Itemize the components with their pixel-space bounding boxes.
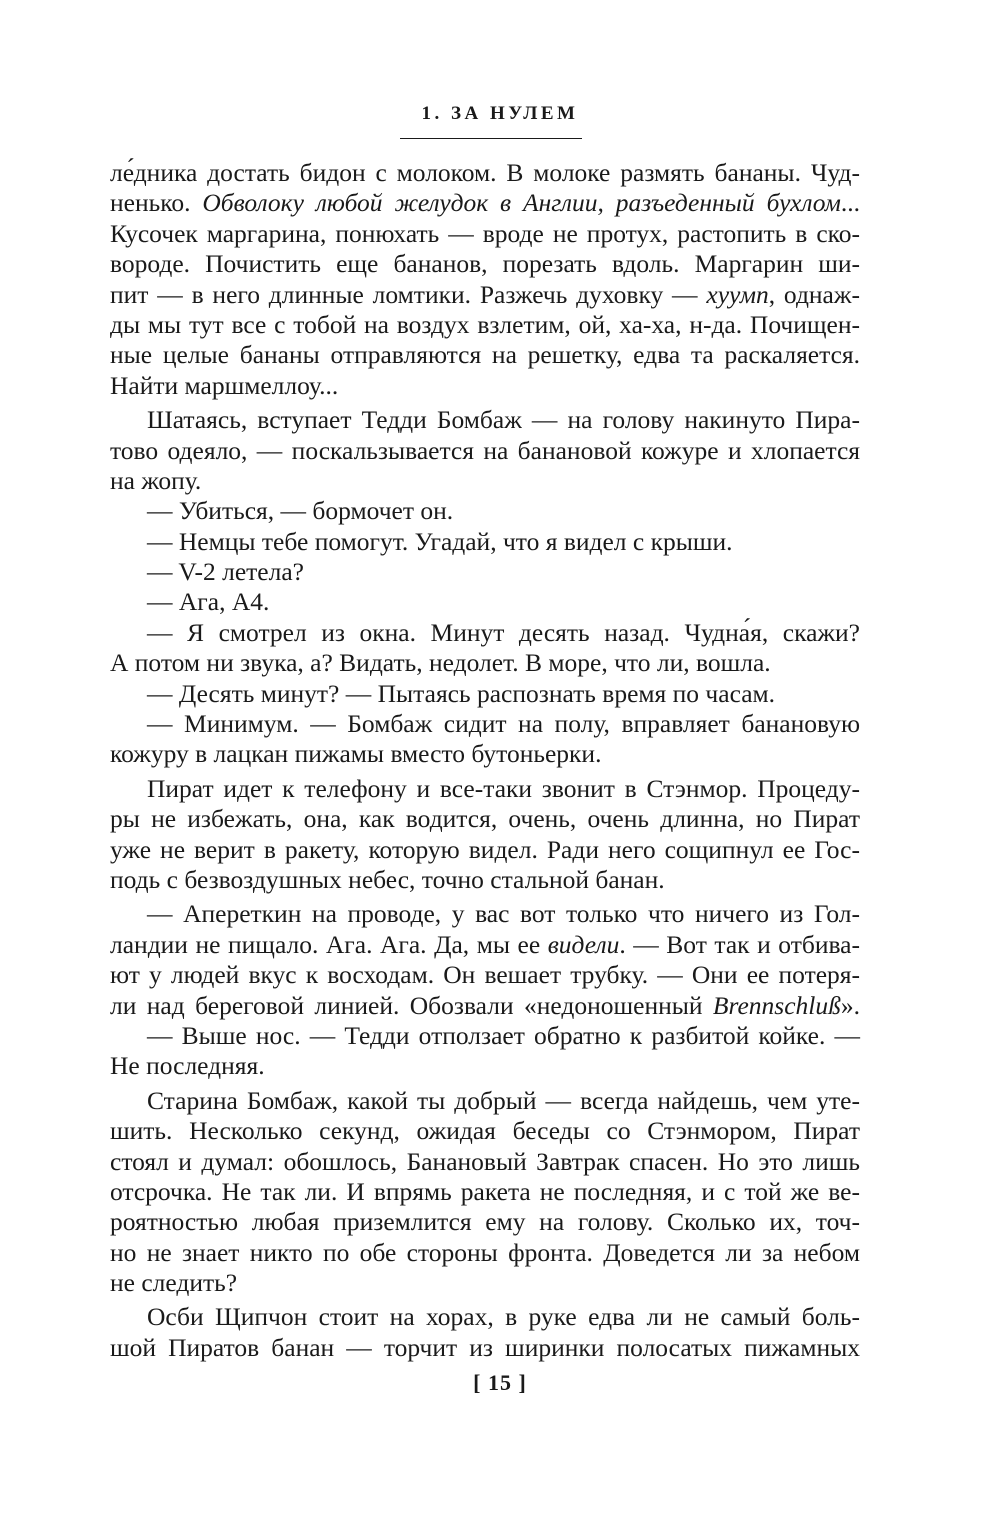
text-run: уже не верит в ракету, которую видел. Ради него сощипнул ее Гос- xyxy=(110,834,860,864)
text-line xyxy=(110,219,860,249)
text-run: А потом ни звука, а? Видать, недолет. В море, что ли, вошла. xyxy=(110,648,771,678)
text-line xyxy=(110,739,860,769)
text-line xyxy=(110,557,860,587)
text-run: не следить? xyxy=(110,1268,238,1298)
text-run: Пират идет к телефону и все-таки звонит в Стэнмор. Процеду- xyxy=(147,773,860,803)
text-run: пит — в него длинные ломтики. Разжечь духовку — xyxy=(110,279,707,309)
text-run: Шатаясь, вступает Тедди Бомбаж — на голову накинуто Пира- xyxy=(147,405,860,435)
text-run: Старина Бомбаж, какой ты добрый — всегда найдешь, чем уте- xyxy=(147,1085,860,1115)
text-run: ле́дника достать бидон с молоком. В молоке размять бананы. Чуд- xyxy=(110,158,860,187)
text-line xyxy=(110,1051,860,1081)
text-run: — Убиться, — бормочет он. xyxy=(147,496,454,526)
text-run: ли над береговой линией. Обозвали «недоношенный xyxy=(110,990,713,1020)
text-run: — Немцы тебе помогут. Угадай, что я видел с крыши. xyxy=(147,526,733,556)
text-run: ... xyxy=(840,188,860,218)
italic-text: Обволоку любой желудок в Англии, разъеденный бухлом xyxy=(202,188,841,218)
text-run: ют у людей вкус к восходам. Он вешает трубку. — Они ее потеря- xyxy=(110,960,860,990)
text-run: ненько. xyxy=(110,188,203,218)
text-run: . — Вот так и отбива- xyxy=(619,929,860,959)
text-run: Кусочек маргарина, понюхать — вроде не протух, растопить в ско- xyxy=(110,218,860,248)
text-line xyxy=(110,436,860,466)
text-line xyxy=(110,527,860,557)
text-line xyxy=(110,1238,860,1268)
text-run: отсрочка. Не так ли. И впрямь ракета не последняя, и с той же ве- xyxy=(110,1176,860,1206)
text-line xyxy=(110,1086,860,1116)
text-run: кожуру в лацкан пижамы вместо бутоньерки. xyxy=(110,739,602,769)
text-run: на жопу. xyxy=(110,465,202,495)
text-line xyxy=(110,1177,860,1207)
text-run: роятностью любая приземлится ему на голову. Сколько их, точ- xyxy=(110,1207,860,1237)
text-line xyxy=(110,466,860,496)
text-line xyxy=(110,1333,860,1363)
text-run: — Ага, А4. xyxy=(147,587,270,617)
text-line xyxy=(110,648,860,678)
text-line xyxy=(110,1021,860,1051)
text-run: ». xyxy=(840,990,860,1020)
text-run: — Апереткин на проводе, у вас вот только что ничего из Гол- xyxy=(147,899,860,929)
text-line xyxy=(110,587,860,617)
text-line xyxy=(110,960,860,990)
text-line xyxy=(110,1268,860,1298)
text-run: ландии не пищало. Ага. Ага. Да, мы ее xyxy=(110,929,548,959)
text-line xyxy=(110,188,860,218)
text-line xyxy=(110,249,860,279)
body-text xyxy=(110,158,860,1363)
text-run: Не последняя. xyxy=(110,1051,265,1081)
text-line xyxy=(110,709,860,739)
text-run: шой Пиратов банан — торчит из ширинки полосатых пижамных xyxy=(110,1332,860,1362)
text-run: ды мы тут все с тобой на воздух взлетим, ой, ха-ха, н-да. Почищен- xyxy=(110,309,860,339)
header-rule xyxy=(400,138,582,139)
text-line xyxy=(110,930,860,960)
text-line xyxy=(110,340,860,370)
text-line xyxy=(110,310,860,340)
text-line xyxy=(110,280,860,310)
text-run: — Я смотрел из окна. Минут десять назад. Чудна́я, скажи? xyxy=(147,617,860,647)
text-run: но не знает никто по обе стороны фронта. Доведется ли за небом xyxy=(110,1237,860,1267)
running-head: 1. ЗА НУЛЕМ xyxy=(421,103,579,124)
text-run: тово одеяло, — поскальзывается на банановой кожуре и хлопается xyxy=(110,435,860,465)
text-line xyxy=(110,679,860,709)
text-line xyxy=(110,835,860,865)
text-run: Осби Щипчон стоит на хорах, в руке едва ли не самый боль- xyxy=(147,1302,860,1332)
text-run: подь с безвоздушных небес, точно стальной банан. xyxy=(110,864,665,894)
text-run: — V-2 летела? xyxy=(147,557,304,587)
text-line xyxy=(110,1207,860,1237)
italic-text: хуумп xyxy=(706,279,769,309)
text-run: — Минимум. — Бомбаж сидит на полу, вправляет банановую xyxy=(147,709,860,739)
text-run: ры не избежать, она, как водится, очень, очень длинна, но Пират xyxy=(110,804,860,834)
text-line xyxy=(110,496,860,526)
text-run: — Десять минут? — Пытаясь распознать время по часам. xyxy=(147,678,776,708)
text-line xyxy=(110,158,860,188)
text-line xyxy=(110,899,860,929)
text-line xyxy=(110,405,860,435)
text-line xyxy=(110,991,860,1021)
text-line xyxy=(110,865,860,895)
text-line xyxy=(110,618,860,648)
italic-text: видели xyxy=(547,929,620,959)
text-run: шить. Несколько секунд, ожидая беседы со Стэнмором, Пират xyxy=(110,1116,860,1146)
page-number: [ 15 ] xyxy=(473,1370,527,1395)
text-run: стоял и думал: обошлось, Банановый Завтрак спасен. Но это лишь xyxy=(110,1146,860,1176)
text-line xyxy=(110,371,860,401)
text-run: , однаж- xyxy=(768,279,860,309)
text-run: Найти маршмеллоу... xyxy=(110,370,339,400)
text-line xyxy=(110,1147,860,1177)
text-run: — Выше нос. — Тедди отползает обратно к разбитой койке. — xyxy=(147,1020,860,1050)
text-line xyxy=(110,774,860,804)
text-run: ные целые бананы отправляются на решетку, едва та раскаляется. xyxy=(110,340,860,370)
text-line xyxy=(110,1302,860,1332)
text-line xyxy=(110,804,860,834)
italic-text: Brennschluß xyxy=(712,990,841,1020)
text-run: вороде. Почистить еще бананов, порезать вдоль. Маргарин ши- xyxy=(110,249,860,279)
text-line xyxy=(110,1116,860,1146)
